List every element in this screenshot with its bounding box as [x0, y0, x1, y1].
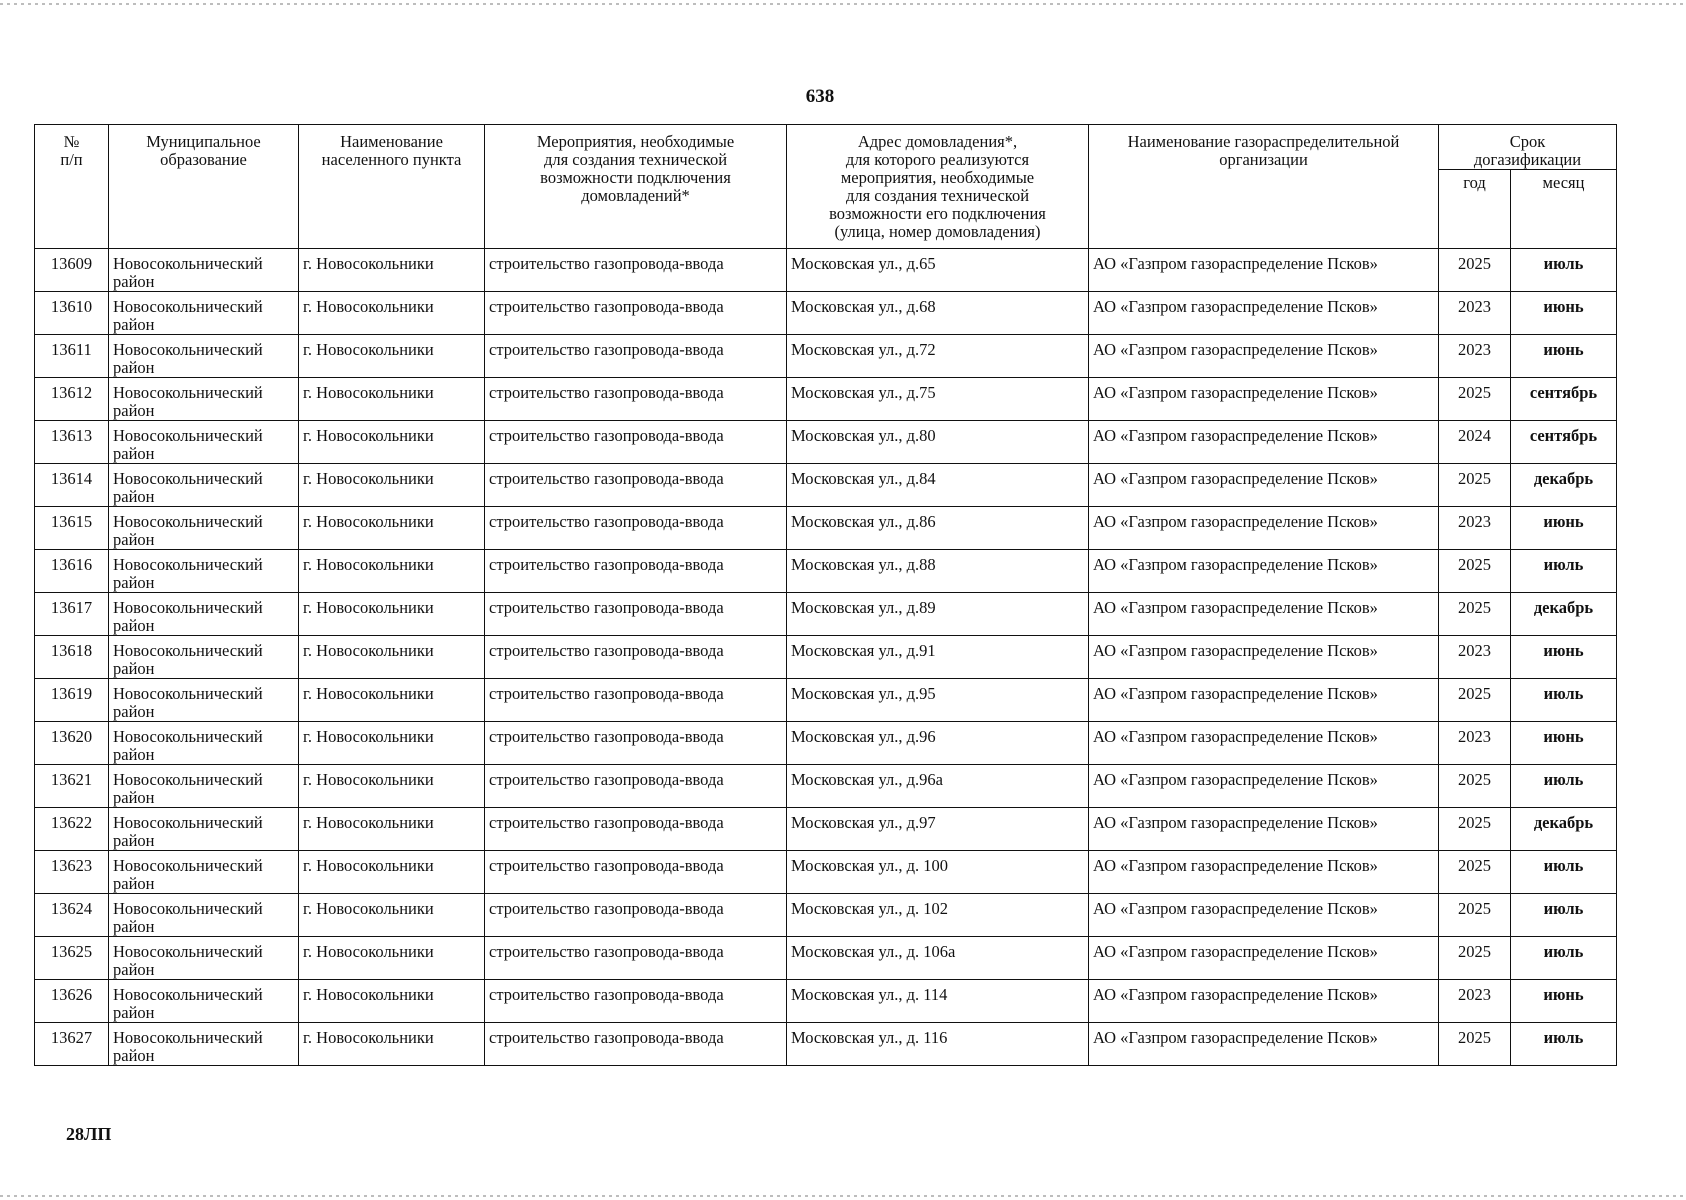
month-cell: июль [1511, 679, 1617, 722]
address-cell: Московская ул., д.68 [787, 292, 1089, 335]
year-cell: 2023 [1439, 292, 1511, 335]
municipality-cell: Новосокольнический район [109, 851, 299, 894]
year-cell: 2024 [1439, 421, 1511, 464]
row-number: 13626 [35, 980, 109, 1023]
measures-cell: строительство газопровода-ввода [485, 894, 787, 937]
organization-cell: АО «Газпром газораспределение Псков» [1089, 980, 1439, 1023]
table-header [35, 125, 1617, 249]
table-row [35, 722, 1617, 765]
year-cell: 2023 [1439, 722, 1511, 765]
table-row [35, 808, 1617, 851]
organization-cell: АО «Газпром газораспределение Псков» [1089, 722, 1439, 765]
month-cell: июнь [1511, 980, 1617, 1023]
row-number: 13627 [35, 1023, 109, 1066]
year-cell: 2025 [1439, 765, 1511, 808]
year-cell: 2025 [1439, 937, 1511, 980]
row-number: 13622 [35, 808, 109, 851]
month-cell: июнь [1511, 636, 1617, 679]
header-month: месяц [1511, 170, 1617, 249]
year-cell: 2025 [1439, 464, 1511, 507]
settlement-cell: г. Новосокольники [299, 421, 485, 464]
municipality-cell: Новосокольнический район [109, 722, 299, 765]
organization-cell: АО «Газпром газораспределение Псков» [1089, 593, 1439, 636]
measures-cell: строительство газопровода-ввода [485, 593, 787, 636]
month-cell: июнь [1511, 722, 1617, 765]
address-cell: Московская ул., д.75 [787, 378, 1089, 421]
measures-cell: строительство газопровода-ввода [485, 851, 787, 894]
header-address: Адрес домовладения*, для которого реализуются мероприятия, необходимые для создания технической возможности его подключения (улица, номер домовладения) [787, 125, 1089, 249]
row-number: 13609 [35, 249, 109, 292]
year-cell: 2025 [1439, 550, 1511, 593]
municipality-cell: Новосокольнический район [109, 249, 299, 292]
measures-cell: строительство газопровода-ввода [485, 722, 787, 765]
settlement-cell: г. Новосокольники [299, 937, 485, 980]
header-num: № п/п [35, 125, 109, 249]
organization-cell: АО «Газпром газораспределение Псков» [1089, 507, 1439, 550]
organization-cell: АО «Газпром газораспределение Псков» [1089, 292, 1439, 335]
organization-cell: АО «Газпром газораспределение Псков» [1089, 378, 1439, 421]
row-number: 13624 [35, 894, 109, 937]
measures-cell: строительство газопровода-ввода [485, 636, 787, 679]
table-row [35, 464, 1617, 507]
address-cell: Московская ул., д.89 [787, 593, 1089, 636]
settlement-cell: г. Новосокольники [299, 292, 485, 335]
table-row [35, 980, 1617, 1023]
municipality-cell: Новосокольнический район [109, 593, 299, 636]
organization-cell: АО «Газпром газораспределение Псков» [1089, 421, 1439, 464]
organization-cell: АО «Газпром газораспределение Псков» [1089, 808, 1439, 851]
year-cell: 2023 [1439, 980, 1511, 1023]
table-row [35, 851, 1617, 894]
settlement-cell: г. Новосокольники [299, 765, 485, 808]
row-number: 13613 [35, 421, 109, 464]
measures-cell: строительство газопровода-ввода [485, 679, 787, 722]
page-number: 638 [805, 86, 835, 107]
table-row [35, 421, 1617, 464]
table-row [35, 636, 1617, 679]
year-cell: 2025 [1439, 249, 1511, 292]
organization-cell: АО «Газпром газораспределение Псков» [1089, 249, 1439, 292]
organization-cell: АО «Газпром газораспределение Псков» [1089, 894, 1439, 937]
table-row [35, 550, 1617, 593]
organization-cell: АО «Газпром газораспределение Псков» [1089, 851, 1439, 894]
municipality-cell: Новосокольнический район [109, 507, 299, 550]
address-cell: Московская ул., д. 114 [787, 980, 1089, 1023]
organization-cell: АО «Газпром газораспределение Псков» [1089, 1023, 1439, 1066]
month-cell: июль [1511, 894, 1617, 937]
table-row [35, 894, 1617, 937]
table-row [35, 593, 1617, 636]
year-cell: 2025 [1439, 593, 1511, 636]
measures-cell: строительство газопровода-ввода [485, 249, 787, 292]
settlement-cell: г. Новосокольники [299, 378, 485, 421]
scan-edge-top [0, 3, 1686, 5]
municipality-cell: Новосокольнический район [109, 679, 299, 722]
organization-cell: АО «Газпром газораспределение Псков» [1089, 937, 1439, 980]
address-cell: Московская ул., д.95 [787, 679, 1089, 722]
header-municipality: Муниципальное образование [109, 125, 299, 249]
municipality-cell: Новосокольнический район [109, 550, 299, 593]
address-cell: Московская ул., д.96 [787, 722, 1089, 765]
municipality-cell: Новосокольнический район [109, 335, 299, 378]
row-number: 13612 [35, 378, 109, 421]
year-cell: 2025 [1439, 808, 1511, 851]
month-cell: июль [1511, 765, 1617, 808]
measures-cell: строительство газопровода-ввода [485, 464, 787, 507]
settlement-cell: г. Новосокольники [299, 335, 485, 378]
month-cell: июнь [1511, 335, 1617, 378]
organization-cell: АО «Газпром газораспределение Псков» [1089, 464, 1439, 507]
year-cell: 2025 [1439, 378, 1511, 421]
municipality-cell: Новосокольнический район [109, 808, 299, 851]
address-cell: Московская ул., д. 106а [787, 937, 1089, 980]
municipality-cell: Новосокольнический район [109, 636, 299, 679]
municipality-cell: Новосокольнический район [109, 1023, 299, 1066]
document-code: 28ЛП [66, 1124, 112, 1144]
address-cell: Московская ул., д.96а [787, 765, 1089, 808]
row-number: 13623 [35, 851, 109, 894]
measures-cell: строительство газопровода-ввода [485, 421, 787, 464]
month-cell: сентябрь [1511, 421, 1617, 464]
header-year: год [1439, 170, 1511, 249]
month-cell: июль [1511, 550, 1617, 593]
measures-cell: строительство газопровода-ввода [485, 378, 787, 421]
settlement-cell: г. Новосокольники [299, 1023, 485, 1066]
month-cell: июль [1511, 249, 1617, 292]
municipality-cell: Новосокольнический район [109, 894, 299, 937]
month-cell: июль [1511, 1023, 1617, 1066]
address-cell: Московская ул., д.88 [787, 550, 1089, 593]
settlement-cell: г. Новосокольники [299, 980, 485, 1023]
row-number: 13615 [35, 507, 109, 550]
address-cell: Московская ул., д.97 [787, 808, 1089, 851]
row-number: 13611 [35, 335, 109, 378]
year-cell: 2023 [1439, 335, 1511, 378]
address-cell: Московская ул., д.80 [787, 421, 1089, 464]
settlement-cell: г. Новосокольники [299, 550, 485, 593]
row-number: 13621 [35, 765, 109, 808]
municipality-cell: Новосокольнический район [109, 765, 299, 808]
address-cell: Московская ул., д. 102 [787, 894, 1089, 937]
row-number: 13617 [35, 593, 109, 636]
municipality-cell: Новосокольнический район [109, 937, 299, 980]
table-row [35, 249, 1617, 292]
row-number: 13625 [35, 937, 109, 980]
year-cell: 2023 [1439, 507, 1511, 550]
measures-cell: строительство газопровода-ввода [485, 292, 787, 335]
organization-cell: АО «Газпром газораспределение Псков» [1089, 765, 1439, 808]
table-body [35, 249, 1617, 1066]
year-cell: 2025 [1439, 679, 1511, 722]
table-row [35, 507, 1617, 550]
month-cell: декабрь [1511, 808, 1617, 851]
settlement-cell: г. Новосокольники [299, 593, 485, 636]
row-number: 13618 [35, 636, 109, 679]
row-number: 13619 [35, 679, 109, 722]
table-row [35, 292, 1617, 335]
address-cell: Московская ул., д. 100 [787, 851, 1089, 894]
settlement-cell: г. Новосокольники [299, 636, 485, 679]
measures-cell: строительство газопровода-ввода [485, 507, 787, 550]
organization-cell: АО «Газпром газораспределение Псков» [1089, 636, 1439, 679]
organization-cell: АО «Газпром газораспределение Псков» [1089, 335, 1439, 378]
measures-cell: строительство газопровода-ввода [485, 335, 787, 378]
year-cell: 2025 [1439, 851, 1511, 894]
gasification-table [34, 124, 1617, 1066]
organization-cell: АО «Газпром газораспределение Псков» [1089, 679, 1439, 722]
address-cell: Московская ул., д.65 [787, 249, 1089, 292]
row-number: 13610 [35, 292, 109, 335]
address-cell: Московская ул., д.91 [787, 636, 1089, 679]
measures-cell: строительство газопровода-ввода [485, 980, 787, 1023]
header-settlement: Наименование населенного пункта [299, 125, 485, 249]
municipality-cell: Новосокольнический район [109, 464, 299, 507]
measures-cell: строительство газопровода-ввода [485, 765, 787, 808]
month-cell: сентябрь [1511, 378, 1617, 421]
municipality-cell: Новосокольнический район [109, 421, 299, 464]
address-cell: Московская ул., д.72 [787, 335, 1089, 378]
table-row [35, 679, 1617, 722]
header-measures: Мероприятия, необходимые для создания технической возможности подключения домовладений* [485, 125, 787, 249]
measures-cell: строительство газопровода-ввода [485, 808, 787, 851]
settlement-cell: г. Новосокольники [299, 464, 485, 507]
settlement-cell: г. Новосокольники [299, 507, 485, 550]
settlement-cell: г. Новосокольники [299, 722, 485, 765]
measures-cell: строительство газопровода-ввода [485, 550, 787, 593]
measures-cell: строительство газопровода-ввода [485, 937, 787, 980]
month-cell: июль [1511, 851, 1617, 894]
address-cell: Московская ул., д. 116 [787, 1023, 1089, 1066]
year-cell: 2025 [1439, 1023, 1511, 1066]
table-row [35, 1023, 1617, 1066]
settlement-cell: г. Новосокольники [299, 808, 485, 851]
header-term: Срок догазификации [1439, 125, 1617, 170]
settlement-cell: г. Новосокольники [299, 894, 485, 937]
month-cell: июль [1511, 937, 1617, 980]
settlement-cell: г. Новосокольники [299, 851, 485, 894]
municipality-cell: Новосокольнический район [109, 980, 299, 1023]
month-cell: июнь [1511, 507, 1617, 550]
row-number: 13614 [35, 464, 109, 507]
year-cell: 2023 [1439, 636, 1511, 679]
header-organization: Наименование газораспределительной организации [1089, 125, 1439, 249]
gasification-table-wrapper [34, 124, 1616, 1066]
scan-edge-bottom [0, 1195, 1686, 1197]
settlement-cell: г. Новосокольники [299, 249, 485, 292]
table-row [35, 765, 1617, 808]
table-row [35, 937, 1617, 980]
month-cell: июнь [1511, 292, 1617, 335]
measures-cell: строительство газопровода-ввода [485, 1023, 787, 1066]
row-number: 13616 [35, 550, 109, 593]
municipality-cell: Новосокольнический район [109, 378, 299, 421]
address-cell: Московская ул., д.86 [787, 507, 1089, 550]
organization-cell: АО «Газпром газораспределение Псков» [1089, 550, 1439, 593]
year-cell: 2025 [1439, 894, 1511, 937]
municipality-cell: Новосокольнический район [109, 292, 299, 335]
month-cell: декабрь [1511, 464, 1617, 507]
address-cell: Московская ул., д.84 [787, 464, 1089, 507]
table-row [35, 378, 1617, 421]
table-row [35, 335, 1617, 378]
month-cell: декабрь [1511, 593, 1617, 636]
settlement-cell: г. Новосокольники [299, 679, 485, 722]
row-number: 13620 [35, 722, 109, 765]
